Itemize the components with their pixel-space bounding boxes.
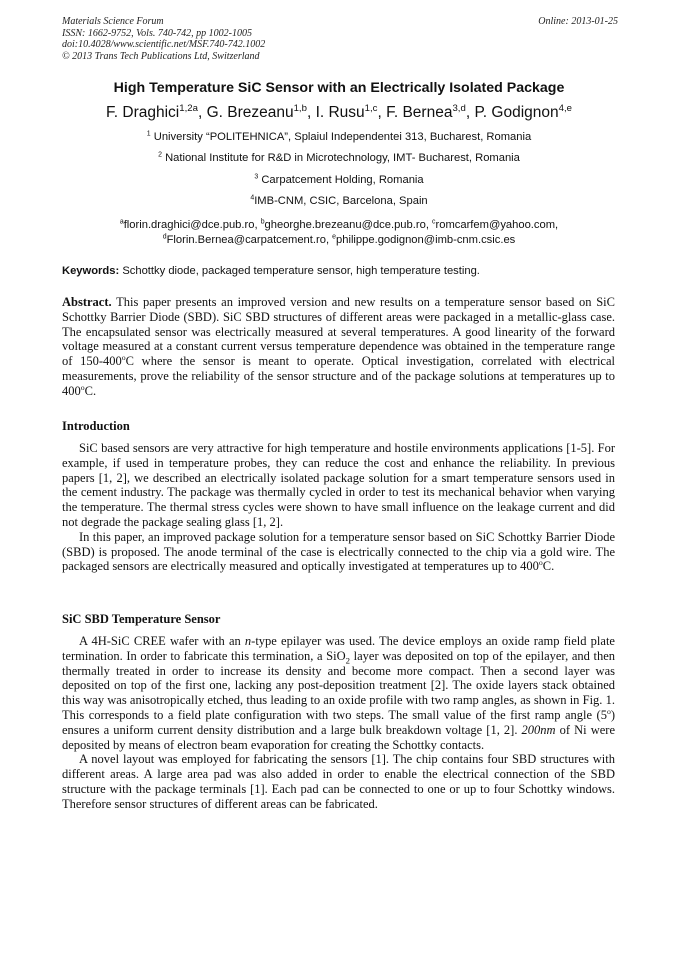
- affiliation: $^3$ Carpatcement Holding, Romania: [254, 173, 424, 186]
- introduction-body: [62, 441, 615, 574]
- doi-line: doi:10.4028/www.scientific.net/MSF.740-742.1002: [62, 39, 266, 50]
- author: F. Bernea$^{3,d}$,: [386, 102, 475, 121]
- section-body: [62, 634, 615, 812]
- author-emails: $^a$florin.draghici@dce.pub.ro, $^b$gheorghe.brezeanu@dce.pub.ro, $^c$romcarfem@yahoo.com, $^d$Florin.Bernea@carpatcement.ro, $^e$philippe.godignon@imb-cnm.csic.es: [119, 218, 559, 246]
- section-heading-sbd-sensor: SiC SBD Temperature Sensor: [62, 612, 221, 626]
- affiliation: $^4$IMB-CNM, CSIC, Barcelona, Spain: [250, 194, 428, 207]
- author: I. Rusu$^{1,c}$,: [315, 102, 387, 121]
- paragraph: A novel layout was employed for fabricating the sensors [1]. The chip contains four SBD structures with different areas. A large area pad was also added in order to enable the electrical connection of the SBD structure with the package terminals [1]. Each pad can be connected to one or up to four Schottky windows. Therefore sensor structures of different areas can be fabricated.: [62, 752, 615, 811]
- email-b[interactable]: gheorghe.brezeanu@dce.pub.ro: [264, 219, 426, 231]
- keywords: [62, 265, 622, 277]
- abstract: Abstract. This paper presents an improved version and new results on a temperature sensor based on SiC Schottky Barrier Diode (SBD). SiC SBD structures of different areas were packaged in a metallic-glass case. The encapsulated sensor was electrically measured at several temperatures. A good linearity of the forward voltage measured at a constant current versus temperature dependence was obtained in the temperature range of 150-400$^o$C where the sensor is meant to operate. Optical investigation, correlated with electrical measurements, prove the reliability of the sensor structure and of the package solutions at temperatures up to 400$^o$C.: [62, 295, 615, 398]
- section-heading-introduction: Introduction: [62, 419, 130, 433]
- email-c[interactable]: romcarfem@yahoo.com: [435, 219, 556, 231]
- author-list: [40, 104, 638, 122]
- journal-name: Materials Science Forum: [62, 16, 164, 27]
- email-e[interactable]: philippe.godignon@imb-cnm.csic.es: [336, 233, 516, 246]
- copyright-line: © 2013 Trans Tech Publications Ltd, Switzerland: [62, 50, 260, 62]
- keywords-text: Schottky diode, packaged temperature sensor, high temperature testing.: [122, 265, 480, 277]
- issn-line: ISSN: 1662-9752, Vols. 740-742, pp 1002-1005: [62, 27, 252, 39]
- paragraph: A 4H-SiC CREE wafer with an n-type epilayer was used. The device employs an oxide ramp field plate termination. In order to fabricate this termination, a SiO$_2$ layer was deposited on top of the epilayer, and then thermally treated in order to increase its density and become more compact. Then a second layer was deposited on top of the first one, lacking any post-deposition treatment [2]. The oxide layers stack obtained this way was anisotropically etched, thus leading to an oxide profile with two ramp angles, as shown in Fig. 1. This corresponds to a field plate configuration with two steps. The small value of the first ramp angle (5$^o$) ensures a uniform current density distribution and a large bulk breakdown voltage [1, 2]. 200nm of Ni were deposited by means of electron beam evaporation for creating the Schottky contacts.: [62, 634, 616, 752]
- email-d[interactable]: Florin.Bernea@carpatcement.ro: [166, 233, 326, 246]
- author: P. Godignon$^{4,e}$: [474, 102, 572, 121]
- journal-header: [62, 16, 618, 62]
- affiliation: $^1$ University “POLITEHNICA”, Splaiul Independentei 313, Bucharest, Romania: [146, 130, 532, 143]
- email-a[interactable]: florin.draghici@dce.pub.ro: [123, 219, 255, 231]
- paper-title: High Temperature SiC Sensor with an Electrically Isolated Package: [113, 80, 565, 96]
- online-date: Online: 2013-01-25: [538, 16, 618, 27]
- author: F. Draghici$^{1,2a}$,: [106, 102, 207, 121]
- paragraph: SiC based sensors are very attractive for high temperature and hostile environments applications [1-5]. For example, if used in temperature probes, they can reduce the cost and enhance the reliability. In previous papers [1, 2], we described an electrically isolated package solution for a smart temperature sensors used in the cement industry. The package was thermally cycled in order to test its mechanical behavior when varying the temperature. The thermal stress cycles were shown to have small influence on the leakage current and did not degrade the package sealing glass [1, 2].: [62, 441, 615, 529]
- affiliation: $^2$ National Institute for R&D in Microtechnology, IMT- Bucharest, Romania: [158, 151, 520, 164]
- abstract-label: Abstract.: [62, 295, 112, 309]
- author: G. Brezeanu$^{1,b}$,: [206, 102, 316, 121]
- paragraph: In this paper, an improved package solution for a temperature sensor based on SiC Schottky Barrier Diode (SBD) is proposed. The anode terminal of the case is electrically connected to the chip via a gold wire. The packaged sensors are electrically measured and optically investigated at temperatures up to 400$^o$C.: [62, 529, 615, 574]
- keywords-label: Keywords:: [62, 265, 120, 277]
